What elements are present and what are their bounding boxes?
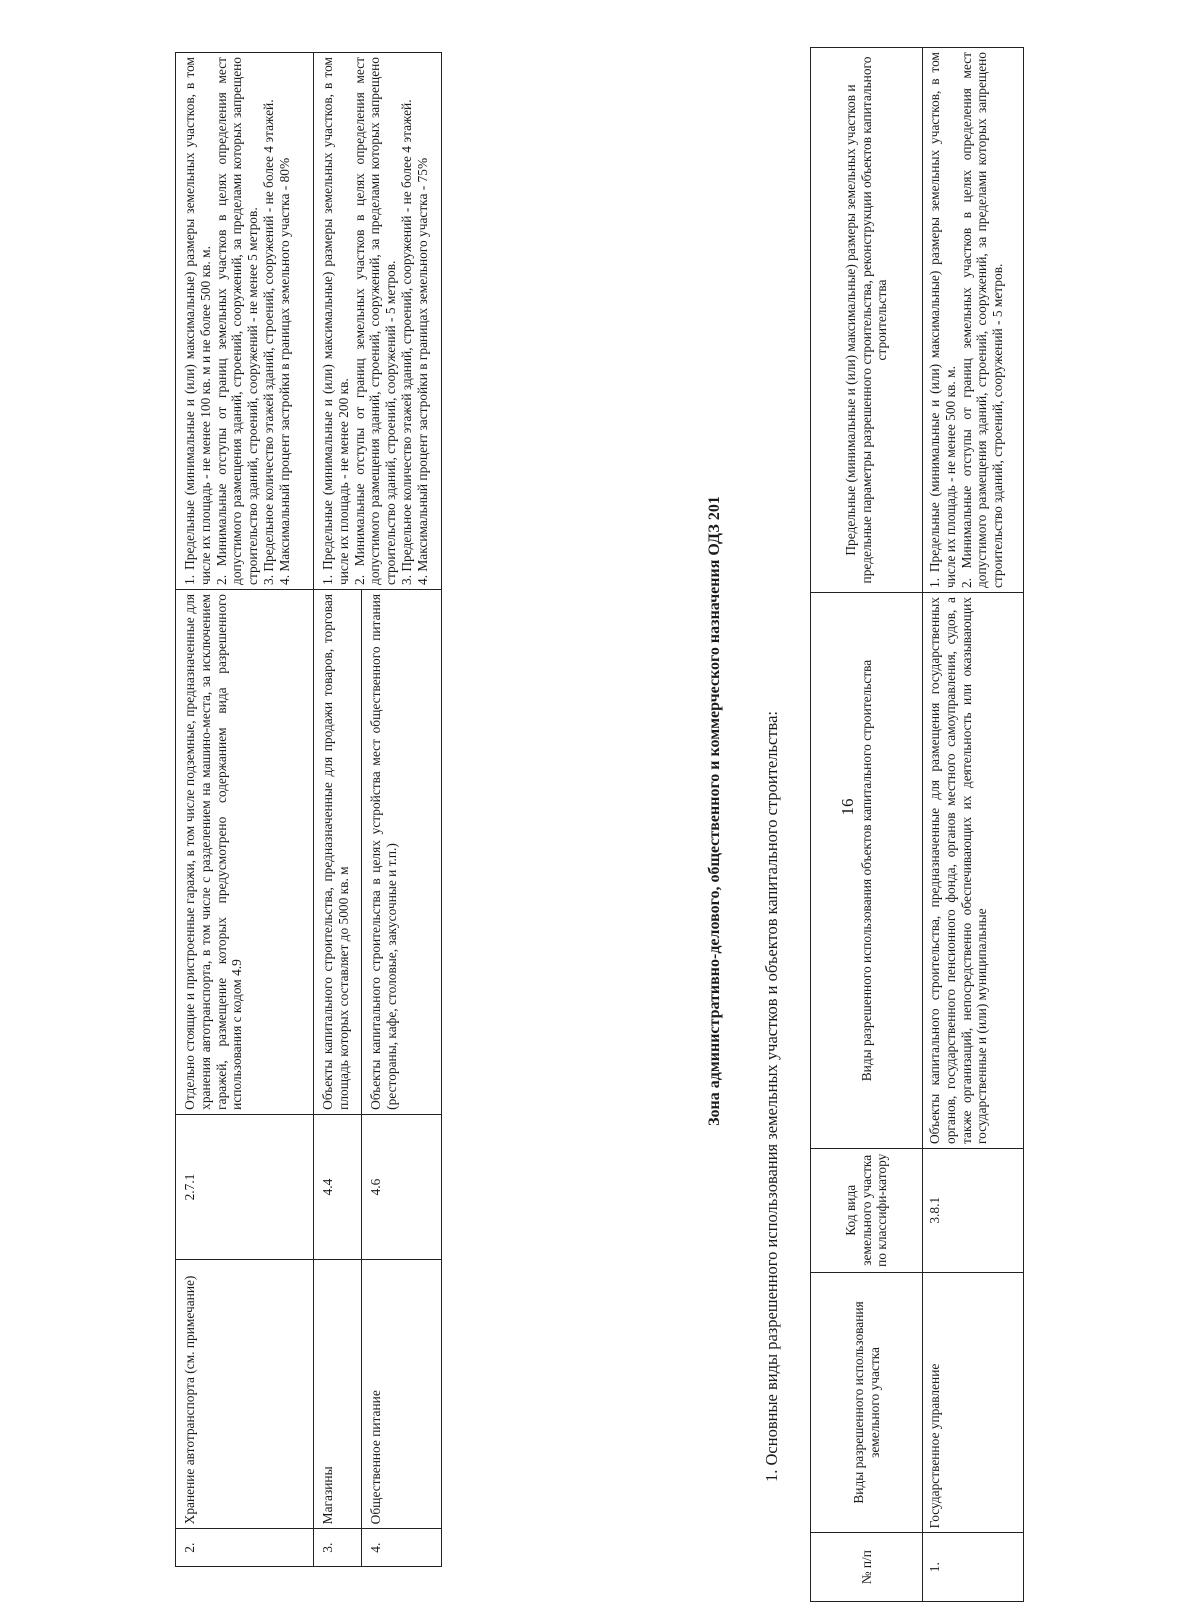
classifier-code: 4.6 [362, 1114, 442, 1259]
land-use-type: Хранение автотранспорта (см. примечание) [176, 1260, 314, 1529]
table-header-row [811, 48, 923, 1602]
limit-parameters [176, 53, 314, 590]
capital-object-use: Объекты капитального строительства, предназначенные для продажи товаров, торговая площадь которых составляет до 5000 кв. м [314, 590, 362, 1115]
table-row [923, 48, 1024, 1602]
classifier-code: 2.7.1 [176, 1114, 314, 1259]
main-table [810, 47, 1024, 1602]
param-item: 3. Предельное количество этажей зданий, строений, сооружений - не более 4 этажей. [399, 99, 415, 585]
classifier-code: 4.4 [314, 1114, 362, 1259]
row-number: 4. [362, 1529, 442, 1567]
param-item: 4. Максимальный процент застройки в границах земельного участка - 80% [276, 157, 292, 585]
zone-title: Зона административно-делового, общественного и коммерческого назначения ОДЗ 201 [706, 496, 723, 1126]
row-number: 2. [176, 1529, 314, 1567]
header-number: № п/п [811, 1533, 923, 1602]
capital-object-use: Отдельно стоящие и пристроенные гаражи, в том числе подземные, предназначенные для хранения автотранспорта, в том числе с разделением на машино-места, за исключением гаражей, размещение которых предусмотрено содержанием вида разрешенного использования с кодом 4.9 [176, 590, 314, 1115]
capital-object-use: Объекты капитального строительства, предназначенные для размещения государственных органов, государственного пенсионного фонда, органов местного самоуправления, судов, а также организаций, непосредственно обеспечивающих их деятельность или оказывающих государственные и (или) муниципальные [923, 593, 1024, 1149]
continuation-table [175, 52, 442, 1567]
header-parameters: Предельные (минимальные и (или) максимальные) размеры земельных участков и предельные параметры разрешенного строительства, реконструкции объектов капитального строительства [811, 48, 923, 593]
limit-parameters [923, 48, 1024, 593]
param-item: 4. Максимальный процент застройки в границах земельного участка - 75% [414, 157, 430, 585]
land-use-type: Общественное питание [362, 1260, 442, 1529]
row-number: 3. [314, 1529, 362, 1567]
table-row [176, 53, 314, 1567]
row-number: 1. [923, 1533, 1024, 1602]
param-item: 2. Минимальные отступы от границ земельных участков в целях определения мест допустимого размещения зданий, строений, сооружений, за пределами которых запрещено строительство зданий, строений, сооружений - 5 метров. [958, 52, 1006, 589]
land-use-type: Государственное управление [923, 1272, 1024, 1533]
section-title: 1. Основные виды разрешенного использования земельных участков и объектов капитального строительства: [762, 710, 781, 1482]
header-code: Код вида земельного участка по классифи-катору [811, 1149, 923, 1273]
param-item: 2. Минимальные отступы от границ земельных участков в целях определения мест допустимого размещения зданий, строений, сооружений, за пределами которых запрещено строительство зданий, строений, сооружений - не менее 5 метров. [213, 57, 261, 585]
capital-object-use: Объекты капитального строительства в целях устройства мест общественного питания (рестораны, кафе, столовые, закусочные и т.п.) [362, 590, 442, 1115]
param-item: 3. Предельное количество этажей зданий, строений, сооружений - не более 4 этажей. [261, 99, 277, 585]
param-item: 1. Предельные (минимальные и (или) максимальные) размеры земельных участков, в том числе их площадь - не менее 200 кв. [320, 57, 351, 585]
param-item: 2. Минимальные отступы от границ земельных участков в целях определения мест допустимого размещения зданий, строений, сооружений, за пределами которых запрещено строительство зданий, строений, сооружений - 5 метров. [351, 57, 399, 585]
table-row [314, 53, 362, 1567]
header-land-use: Виды разрешенного использования земельного участка [811, 1272, 923, 1533]
page-number: 16 [838, 798, 857, 816]
classifier-code: 3.8.1 [923, 1149, 1024, 1273]
param-item: 1. Предельные (минимальные и (или) максимальные) размеры земельных участков, в том числе их площадь - не менее 500 кв. м. [927, 52, 958, 589]
header-object-use: Виды разрешенного использования объектов капитального строительства [811, 593, 923, 1149]
limit-parameters [314, 53, 442, 590]
land-use-type: Магазины [314, 1260, 362, 1529]
param-item: 1. Предельные (минимальные и (или) максимальные) размеры земельных участков, в том числе их площадь - не менее 100 кв. м и не более 500 кв. м. [182, 57, 213, 585]
